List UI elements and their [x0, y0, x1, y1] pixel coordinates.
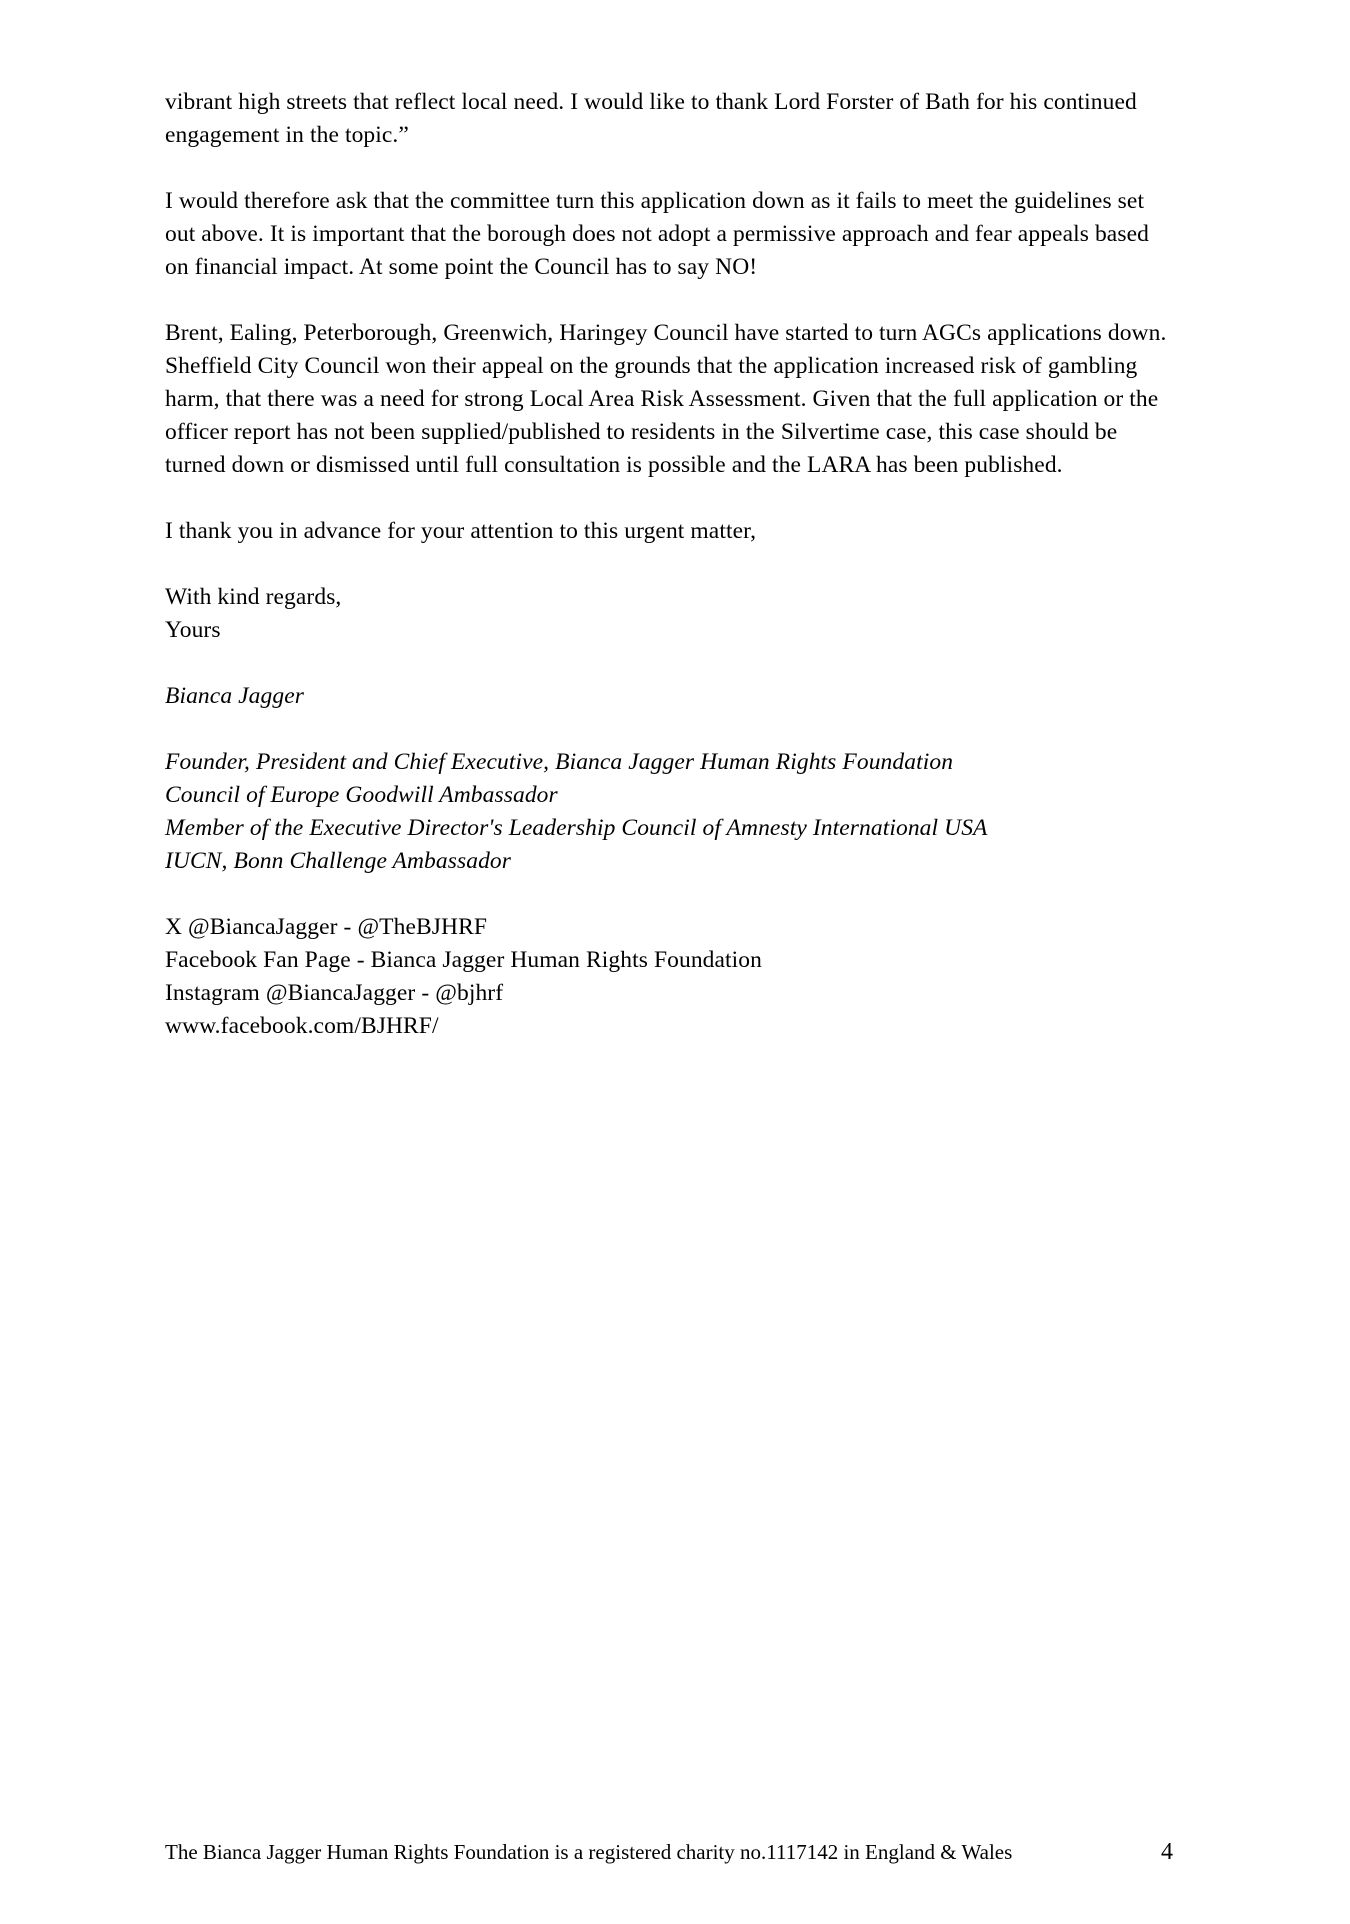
title-amnesty: Member of the Executive Director's Leadership Council of Amnesty International USA — [165, 815, 988, 841]
social-facebook-url: www.facebook.com/BJHRF/ — [165, 1013, 439, 1039]
title-council-of-europe: Council of Europe Goodwill Ambassador — [165, 782, 558, 808]
title-founder: Founder, President and Chief Executive, Bianca Jagger Human Rights Foundation — [165, 749, 954, 775]
page-footer — [165, 1837, 1173, 1868]
paragraph-request: I would therefore ask that the committee turn this application down as it fails to meet the guidelines set out above. It is important that the borough does not adopt a permissive approach and fear appeals based on financial impact. At some point the Council has to say NO! — [165, 188, 1149, 280]
social-links-block — [165, 911, 1170, 1043]
paragraph-councils: Brent, Ealing, Peterborough, Greenwich, Haringey Council have started to turn AGCs applications down. Sheffield City Council won their appeal on the grounds that the application increased risk of gambling harm, that there was a need for strong Local Area Risk Assessment. Given that the full application or the officer report has not been supplied/published to residents in the Silvertime case, this case should be turned down or dismissed until full consultation is possible and the LARA has been published. — [165, 320, 1167, 478]
closing-regards: With kind regards, — [165, 584, 342, 610]
paragraph-continuation: vibrant high streets that reflect local need. I would like to thank Lord Forster of Bath for his continued engagement in the topic.” — [165, 89, 1137, 148]
paragraph-thanks: I thank you in advance for your attention to this urgent matter, — [165, 518, 757, 544]
title-iucn: IUCN, Bonn Challenge Ambassador — [165, 848, 512, 874]
signature-name: Bianca Jagger — [165, 683, 304, 709]
social-instagram: Instagram @BiancaJagger - @bjhrf — [165, 980, 504, 1006]
social-x: X @BiancaJagger - @TheBJHRF — [165, 914, 488, 940]
signature-titles — [165, 746, 1170, 878]
page-number: 4 — [1161, 1839, 1173, 1865]
closing-block — [165, 581, 1170, 647]
social-facebook-page: Facebook Fan Page - Bianca Jagger Human Rights Foundation — [165, 947, 763, 973]
letter-body — [165, 86, 1170, 1043]
charity-registration-text: The Bianca Jagger Human Rights Foundation is a registered charity no.1117142 in England & Wales — [165, 1840, 1013, 1864]
closing-yours: Yours — [165, 617, 221, 643]
